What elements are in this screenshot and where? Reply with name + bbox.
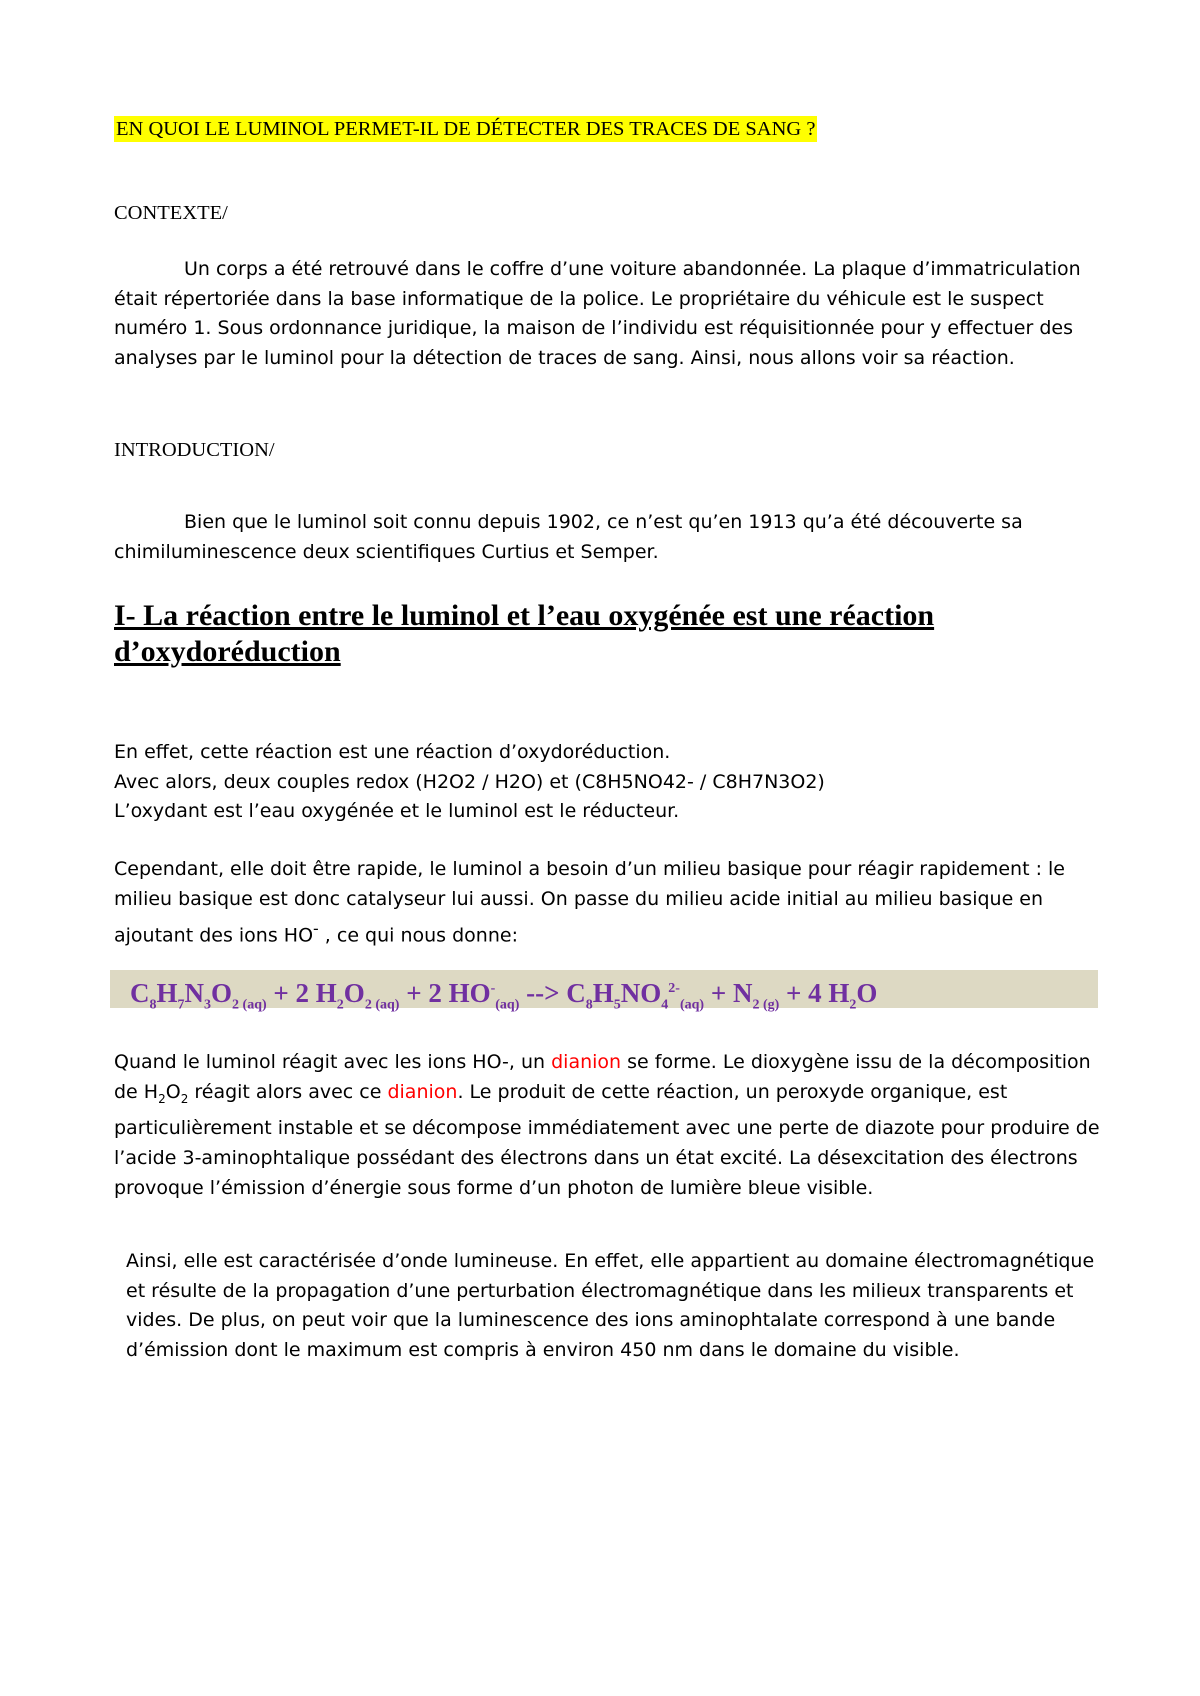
- dianion-paragraph: Quand le luminol réagit avec les ions HO-, un dianion se forme. Le dioxygène issu de la décomposition de $H_2O_2$ réagit alors avec ce dianion. Le produit de cette réaction, un peroxyde organique, est particulièrement instable et se décompose immédiatement avec une perte de diazote pour produire de l’acide 3-aminophtalique possédant des électrons dans un état excité. La désexcitation des électrons provoque l’émission d’énergie sous forme d’un photon de lumière bleue visible.: [114, 1051, 1100, 1199]
- introduction-text: Bien que le luminol soit connu depuis 1902, ce n’est qu’en 1913 qu’a été découverte sa chimiluminescence deux scientifiques Curtius et Semper.: [114, 511, 1023, 563]
- basic-medium-paragraph: Cependant, elle doit être rapide, le luminol a besoin d’un milieu basique pour réagir rapidement : le milieu basique est donc catalyseur lui aussi. On passe du milieu acide initial au milieu basique en ajoutant des ions HO- , ce qui nous donne:: [114, 858, 1065, 947]
- section-heading: I- La réaction entre le luminol et l’eau oxygénée est une réaction d’oxydoréduction: [114, 599, 935, 668]
- dianion-term: dianion: [387, 1080, 458, 1103]
- redox-line-1: En effet, cette réaction est une réaction d’oxydoréduction.: [114, 741, 671, 763]
- redox-paragraph: [114, 738, 1104, 827]
- chemical-equation: $C_8H_7N_3O_2$ $_{(aq)}$ + 2 $H_2O_2$ $_{(aq)}$ + 2 $HO^-_{(aq)}$ --> $C_8H_5NO_4^{2-}_{(aq)} + N_{2 (g)} + 4$ $H_2O$: [130, 978, 878, 1013]
- introduction-paragraph: [114, 508, 1104, 567]
- redox-line-3: L’oxydant est l’eau oxygénée et le luminol est le réducteur.: [114, 800, 680, 823]
- introduction-label: INTRODUCTION/: [114, 439, 275, 461]
- contexte-text: Un corps a été retrouvé dans le coffre d’une voiture abandonnée. La plaque d’immatriculation était répertoriée dans la base informatique de la police. Le propriétaire du véhicule est le suspect numéro 1. Sous ordonnance juridique, la maison de l’individu est réquisitionnée pour y effectuer des analyses par le luminol pour la détection de traces de sang. Ainsi, nous allons voir sa réaction.: [114, 258, 1081, 370]
- redox-line-2: Avec alors, deux couples redox (H2O2 / H2O) et (C8H5NO42- / C8H7N3O2): [114, 770, 825, 793]
- contexte-label: CONTEXTE/: [114, 202, 228, 224]
- document-title: EN QUOI LE LUMINOL PERMET-IL DE DÉTECTER DES TRACES DE SANG ?: [116, 118, 816, 140]
- wave-paragraph: Ainsi, elle est caractérisée d’onde lumineuse. En effet, elle appartient au domaine électromagnétique et résulte de la propagation d’une perturbation électromagnétique dans les milieux transparents et vides. De plus, on peut voir que la luminescence des ions aminophtalate correspond à une bande d’émission dont le maximum est compris à environ 450 nm dans le domaine du visible.: [126, 1250, 1095, 1362]
- contexte-paragraph: [114, 255, 1104, 374]
- dianion-term: dianion: [551, 1051, 622, 1073]
